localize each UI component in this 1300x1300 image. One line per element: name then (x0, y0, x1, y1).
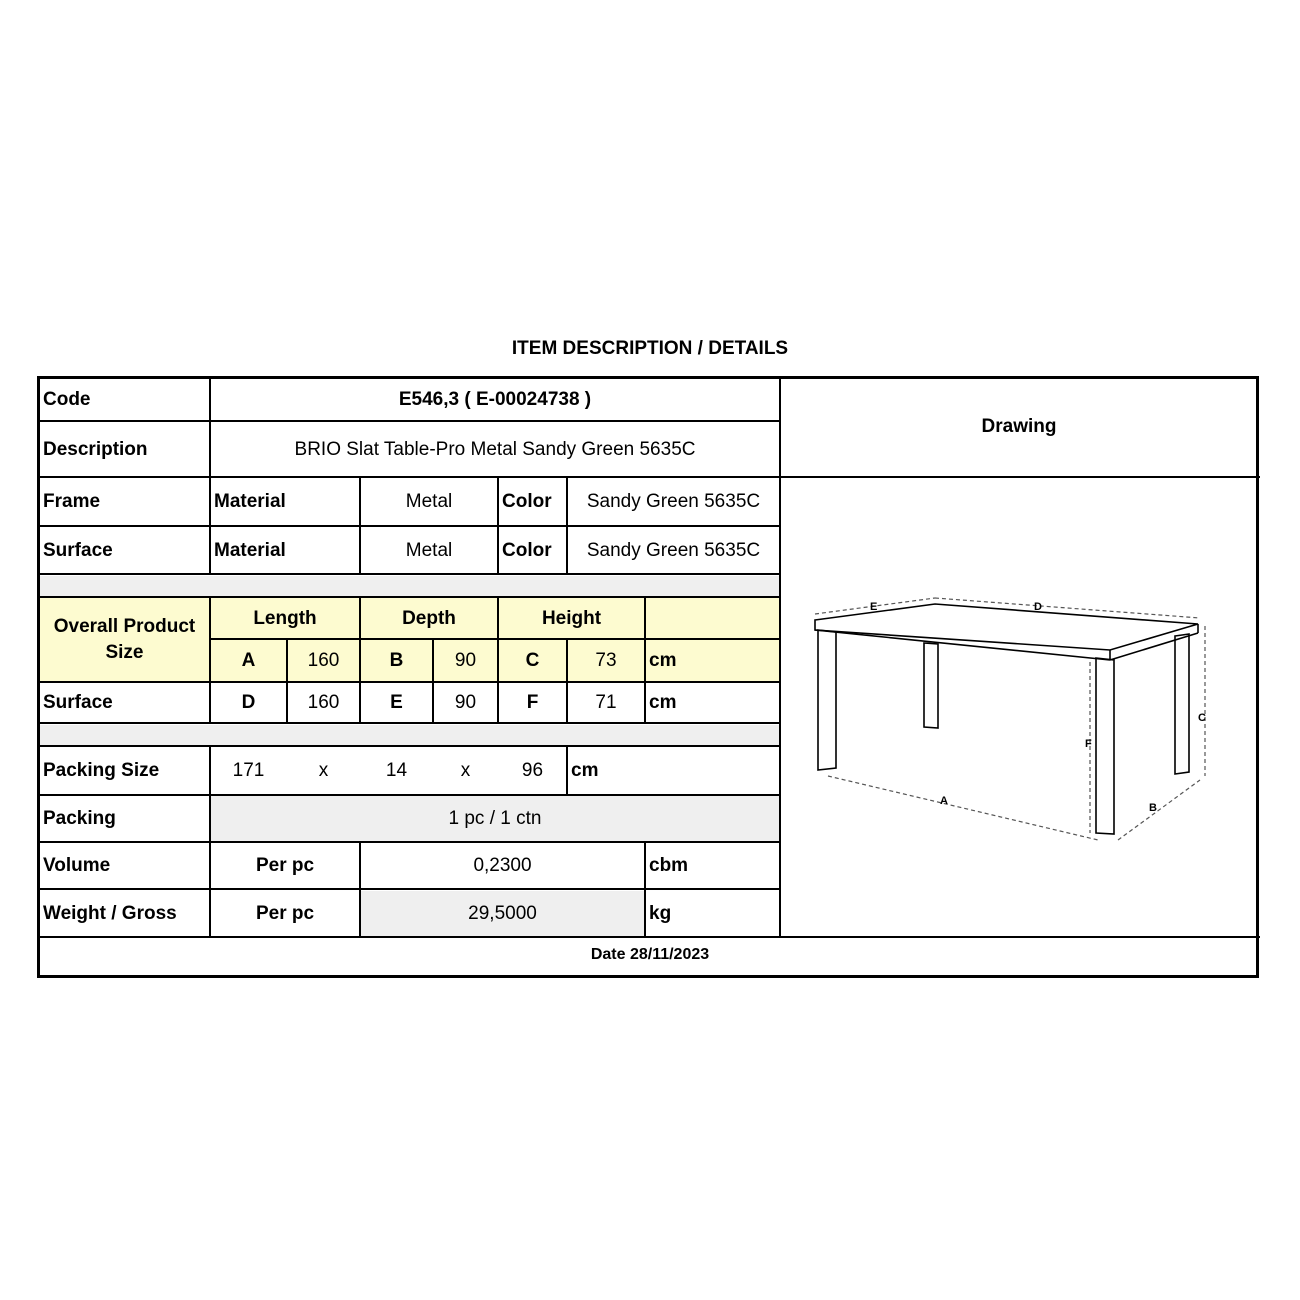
packing-label: Packing (43, 808, 116, 829)
frame-color-label: Color (502, 491, 552, 512)
description-label: Description (43, 438, 148, 460)
overall-size-label: Overall Product Size (53, 616, 196, 663)
table-leg (1175, 634, 1189, 774)
packing-size-unit: cm (571, 760, 599, 781)
letter-d: D (241, 692, 256, 713)
overall-unit: cm (649, 650, 677, 671)
code-value: E546,3 ( E-00024738 ) (398, 388, 592, 410)
table-leg (818, 630, 836, 770)
dim-letter-b: B (1149, 802, 1157, 814)
volume-value: 0,2300 (473, 855, 532, 876)
date-footer: Date 28/11/2023 (590, 946, 710, 963)
packing-value: 1 pc / 1 ctn (448, 808, 542, 829)
packing-length: 171 (232, 760, 265, 781)
overall-height-value: 73 (595, 650, 617, 671)
surface-depth-value: 90 (454, 692, 477, 713)
frame-color: Sandy Green 5635C (586, 491, 761, 512)
volume-per: Per pc (255, 855, 315, 876)
times-sign: x (460, 760, 471, 781)
volume-unit: cbm (649, 855, 689, 876)
weight-label: Weight / Gross (43, 902, 177, 924)
surface-label: Surface (43, 539, 113, 561)
frame-material: Metal (405, 491, 453, 512)
weight-value: 29,5000 (468, 902, 537, 924)
depth-label: Depth (402, 607, 456, 629)
table-leg (1096, 658, 1114, 834)
code-label: Code (43, 388, 91, 410)
surface-length-value: 160 (307, 692, 340, 713)
dim-letter-d: D (1034, 601, 1042, 613)
page-title: ITEM DESCRIPTION / DETAILS (511, 338, 789, 359)
dim-letter-c: C (1198, 712, 1206, 724)
letter-c: C (525, 650, 540, 671)
surface-material: Metal (405, 539, 453, 561)
volume-label: Volume (43, 855, 111, 876)
table-drawing (800, 590, 1230, 850)
surface-height-value: 71 (595, 692, 617, 713)
surface-material-label: Material (214, 539, 286, 561)
dim-letter-e: E (870, 601, 878, 613)
frame-material-label: Material (214, 491, 286, 512)
surface-color: Sandy Green 5635C (586, 539, 761, 561)
description-value: BRIO Slat Table-Pro Metal Sandy Green 5635C (294, 438, 696, 460)
letter-a: A (241, 650, 256, 671)
letter-e: E (390, 692, 403, 713)
weight-unit: kg (649, 902, 672, 924)
packing-height: 96 (521, 760, 544, 781)
times-sign: x (318, 760, 329, 781)
letter-f: F (526, 692, 539, 713)
dim-letter-a: A (940, 795, 948, 807)
surface-size-label: Surface (43, 692, 113, 713)
table-leg (924, 643, 938, 728)
overall-depth-value: 90 (454, 650, 477, 671)
packing-size-label: Packing Size (43, 760, 160, 781)
packing-width: 14 (385, 760, 408, 781)
dim-letter-f: F (1085, 738, 1092, 750)
surface-unit: cm (649, 692, 677, 713)
overall-length-value: 160 (307, 650, 340, 671)
frame-label: Frame (43, 491, 101, 512)
weight-per: Per pc (255, 902, 315, 924)
letter-b: B (389, 650, 404, 671)
length-label: Length (253, 607, 317, 629)
drawing-label: Drawing (981, 416, 1057, 437)
height-label: Height (541, 607, 602, 629)
surface-color-label: Color (502, 539, 552, 561)
